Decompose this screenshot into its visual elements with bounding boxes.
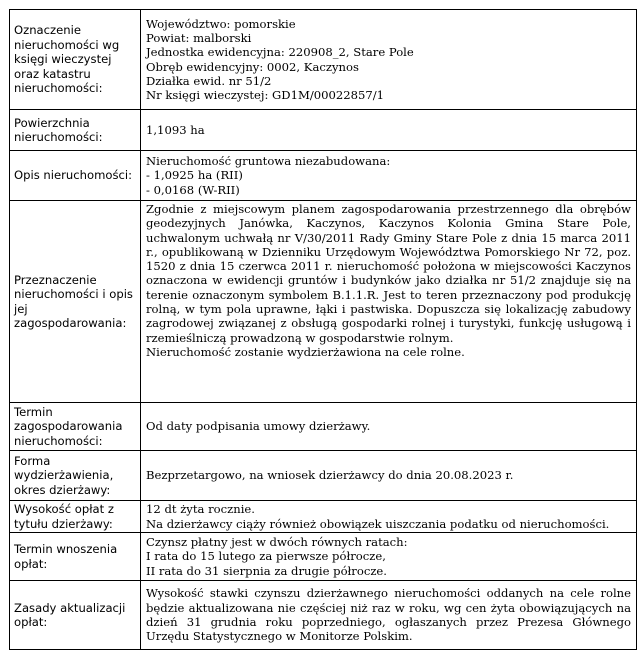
payment-term-value xyxy=(141,533,637,581)
voivodeship-line: Województwo: pomorskie xyxy=(146,16,296,31)
description-value xyxy=(141,151,637,201)
row-label-area: Powierzchnia nieruchomości: xyxy=(10,110,141,151)
table-row-area xyxy=(10,110,637,151)
fee-update-value xyxy=(141,581,637,650)
development-term-value: Od daty podpisania umowy dzierżawy. xyxy=(141,403,637,451)
purpose-closing: Nieruchomość zostanie wydzierżawiona na cele rolne. xyxy=(146,344,465,359)
area-value: 1,1093 ha xyxy=(141,110,637,151)
payment-first-installment-line: I rata do 15 lutego za pierwsze półrocze, xyxy=(146,549,386,564)
property-document xyxy=(9,9,637,649)
fees-amount-line: 12 dt żyta rocznie. xyxy=(146,502,255,517)
county-line: Powiat: malborski xyxy=(146,30,252,45)
lease-form-value: Bezprzetargowo, na wniosek dzierżawcy do dnia 20.08.2023 r. xyxy=(141,451,637,501)
plot-number-line: Działka ewid. nr 51/2 xyxy=(146,73,272,88)
table-row-lease-form xyxy=(10,451,637,501)
row-label-purpose: Przeznaczenie nieruchomości i opis jej zagospodarowania: xyxy=(10,201,141,403)
payment-installments-line: Czynsz płatny jest w dwóch równych ratach: xyxy=(146,535,408,550)
row-label-development-term: Termin zagospodarowania nieruchomości: xyxy=(10,403,141,451)
table-row-development-term xyxy=(10,403,637,451)
fee-update-paragraph: Wysokość stawki czynszu dzierżawnego nieruchomości oddanych na cele rolne będzie aktualizowana nie częściej niż raz w roku, wg cen żyta obowiązujących na dzień 31 grudnia roku poprzedniego, ogłaszanych przez Prezesa Głównego Urzędu Statystycznego w Monitorze Polskim. xyxy=(146,586,631,644)
designation-value xyxy=(141,10,637,110)
row-label-fees: Wysokość opłat z tytułu dzierżawy: xyxy=(10,501,141,533)
purpose-paragraph: Zgodnie z miejscowym planem zagospodarowania przestrzennego dla obrębów geodezyjnych Janówka, Kaczynos, Kaczynos Kolonia Gmina Stare Pole, uchwalonym uchwałą nr V/30/2011 Rady Gminy Stare Pole z dnia 15 marca 2011 r., opublikowaną w Dzienniku Urzędowym Województwa Pomorskiego Nr 72, poz. 1520 z dnia 15 czerwca 2011 r. nieruchomość położona w miejscowości Kaczynos oznaczona w ewidencji gruntów i budynków jako działka nr 51/2 znajduje się na terenie oznaczonym symbolem B.1.1.R. Jest to teren przeznaczony pod produkcję rolną, w tym pola uprawne, łąki i pastwiska. Dopuszcza się lokalizację zabudowy zagrodowej związanej z obsługą gospodarki rolnej i turystyki, funkcję usługową i rzemieślniczą prowadzoną w gospodarstwie rolnym. xyxy=(146,202,631,345)
registry-unit-line: Jednostka ewidencyjna: 220908_2, Stare Pole xyxy=(146,45,414,60)
fees-tax-line: Na dzierżawcy ciąży również obowiązek uiszczania podatku od nieruchomości. xyxy=(146,516,610,531)
description-wrii-line: - 0,0168 (W-RII) xyxy=(146,182,240,197)
row-label-fee-update: Zasady aktualizacji opłat: xyxy=(10,581,141,650)
table-row-description xyxy=(10,151,637,201)
row-label-description: Opis nieruchomości: xyxy=(10,151,141,201)
property-details-table xyxy=(9,9,637,650)
row-label-lease-form: Forma wydzierżawienia, okres dzierżawy: xyxy=(10,451,141,501)
land-register-line: Nr księgi wieczystej: GD1M/00022857/1 xyxy=(146,88,385,103)
purpose-value xyxy=(141,201,637,403)
table-row-fees xyxy=(10,501,637,533)
payment-second-installment-line: II rata do 31 sierpnia za drugie półrocze. xyxy=(146,563,387,578)
table-row-payment-term xyxy=(10,533,637,581)
description-line: Nieruchomość gruntowa niezabudowana: xyxy=(146,154,391,169)
description-rii-line: - 1,0925 ha (RII) xyxy=(146,168,243,183)
precinct-line: Obręb ewidencyjny: 0002, Kaczynos xyxy=(146,59,359,74)
table-row-designation xyxy=(10,10,637,110)
row-label-payment-term: Termin wnoszenia opłat: xyxy=(10,533,141,581)
table-row-purpose xyxy=(10,201,637,403)
fees-value xyxy=(141,501,637,533)
table-row-fee-update xyxy=(10,581,637,650)
row-label-designation: Oznaczenie nieruchomości wg księgi wieczystej oraz katastru nieruchomości: xyxy=(10,10,141,110)
